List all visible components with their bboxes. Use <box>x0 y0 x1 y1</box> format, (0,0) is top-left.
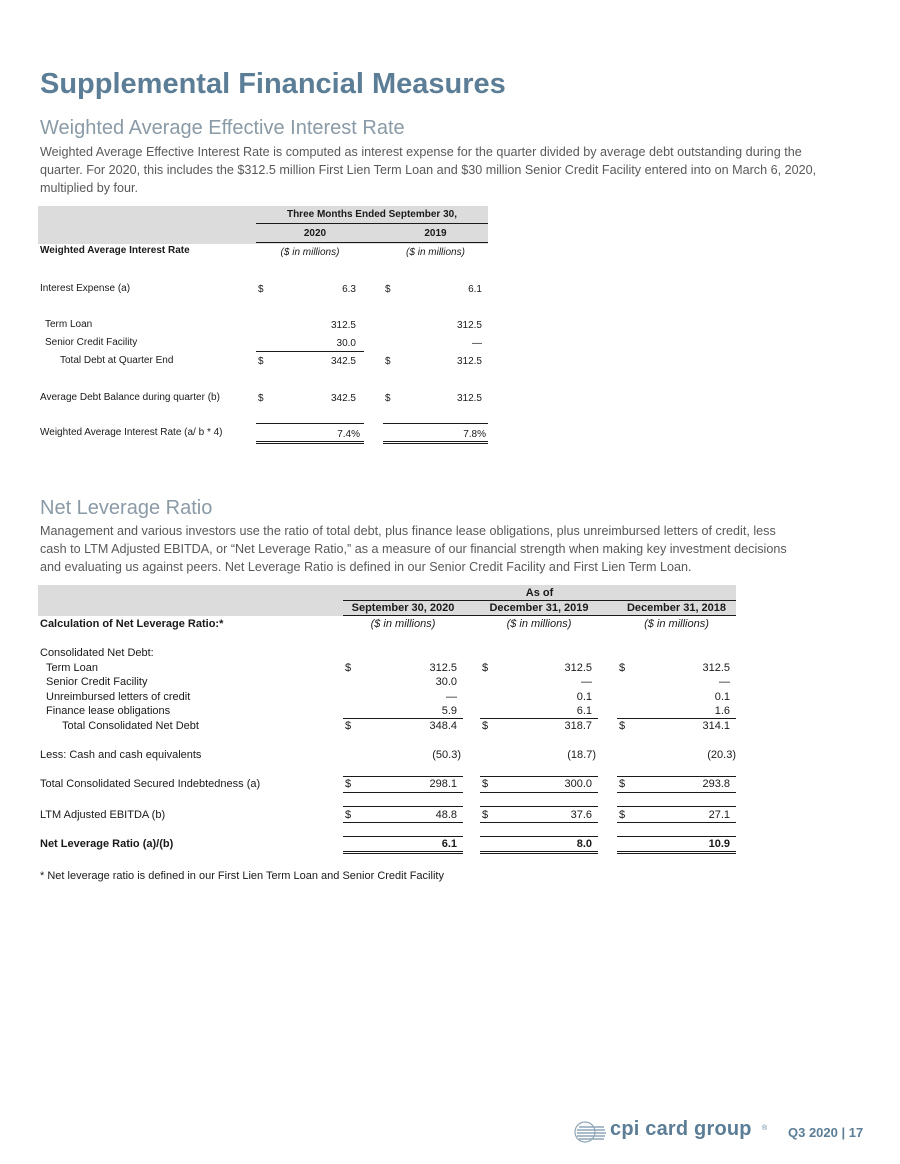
table-cell: 312.5 <box>456 393 482 404</box>
divider <box>256 423 364 424</box>
table-cell: 298.1 <box>429 778 457 790</box>
row-label: Term Loan <box>45 319 93 330</box>
divider <box>480 792 598 793</box>
paragraph-line: cash to LTM Adjusted EBITDA, or “Net Leverage Ratio,” as a measure of our financial strength when making key investment decisions <box>40 542 787 556</box>
table-cell: (20.3) <box>707 749 736 761</box>
row-label: Total Consolidated Net Debt <box>62 720 199 732</box>
card-logo-icon <box>574 1121 608 1143</box>
dollar-sign: $ <box>619 720 626 732</box>
row-label: Less: Cash and cash equivalents <box>40 749 202 761</box>
table-cell: 48.8 <box>435 809 457 821</box>
dollar-sign: $ <box>345 662 352 674</box>
table-cell: 5.9 <box>441 705 457 717</box>
paragraph-line: Weighted Average Effective Interest Rate is computed as interest expense for the quarter divided by average debt outstanding during the <box>40 145 802 159</box>
table-cell: 7.4% <box>337 429 360 440</box>
table-cell: 312.5 <box>702 662 730 674</box>
table-cell: 10.9 <box>708 838 730 850</box>
period-header: Three Months Ended September 30, <box>286 209 458 220</box>
dollar-sign: $ <box>385 356 391 367</box>
paragraph-line: quarter. For 2020, this includes the $312.5 million First Lien Term Loan and $30 million Senior Credit Facility entered into on March 6, 2020, <box>40 163 817 177</box>
divider <box>480 718 598 719</box>
units-2019: ($ in millions) <box>406 247 465 258</box>
divider <box>480 836 598 837</box>
divider <box>343 718 463 719</box>
divider <box>617 836 736 837</box>
units-col3: ($ in millions) <box>644 618 709 630</box>
paragraph-line: and evaluating us against peers. Net Leverage Ratio is defined in our Senior Credit Facility and First Lien Term Loan. <box>40 560 692 574</box>
table-cell: 293.8 <box>702 778 730 790</box>
divider <box>343 806 463 807</box>
brand-name: cpi card group <box>610 1118 752 1140</box>
page-label: Q3 2020 | 17 <box>788 1125 864 1140</box>
dollar-sign: $ <box>385 393 391 404</box>
divider <box>617 776 736 777</box>
column-header-dec-2019: December 31, 2019 <box>489 602 589 614</box>
double-underline <box>343 851 463 854</box>
section-heading-interest-rate: Weighted Average Effective Interest Rate <box>40 117 405 139</box>
consolidated-net-debt-label: Consolidated Net Debt: <box>40 647 154 659</box>
dollar-sign: $ <box>345 720 352 732</box>
row-label: Total Consolidated Secured Indebtedness (a) <box>40 778 261 790</box>
table-cell: 30.0 <box>336 338 356 349</box>
divider <box>256 351 364 352</box>
table-cell: — <box>581 676 592 688</box>
table-cell: 312.5 <box>564 662 592 674</box>
dollar-sign: $ <box>619 809 626 821</box>
divider <box>383 423 488 424</box>
dollar-sign: $ <box>258 284 264 295</box>
dollar-sign: $ <box>258 393 264 404</box>
units-2020: ($ in millions) <box>280 247 340 258</box>
column-header-dec-2018: December 31, 2018 <box>626 602 727 614</box>
table-cell: 342.5 <box>330 393 356 404</box>
footnote: * Net leverage ratio is defined in our First Lien Term Loan and Senior Credit Facility <box>40 870 444 882</box>
section-paragraph-interest-rate <box>40 143 870 197</box>
divider <box>343 836 463 837</box>
table-cell: 0.1 <box>714 691 730 703</box>
dollar-sign: $ <box>345 778 352 790</box>
table-cell: 1.6 <box>714 705 730 717</box>
dollar-sign: $ <box>482 720 489 732</box>
table-cell: 37.6 <box>570 809 592 821</box>
divider <box>617 792 736 793</box>
section-heading-net-leverage: Net Leverage Ratio <box>40 497 213 519</box>
table-cell: 312.5 <box>456 320 482 331</box>
as-of-header: As of <box>525 587 554 599</box>
table-cell: 312.5 <box>456 356 482 367</box>
section-paragraph-net-leverage <box>40 522 870 576</box>
dollar-sign: $ <box>619 778 626 790</box>
divider <box>343 776 463 777</box>
divider <box>256 242 488 243</box>
divider <box>343 822 463 823</box>
dollar-sign: $ <box>482 662 489 674</box>
table-cell: — <box>719 676 730 688</box>
table-cell: 312.5 <box>429 662 457 674</box>
registered-mark: ® <box>762 1125 768 1132</box>
column-header-2020: 2020 <box>303 228 327 239</box>
table-cell: 6.1 <box>468 284 482 295</box>
dollar-sign: $ <box>482 778 489 790</box>
divider <box>343 792 463 793</box>
table-cell: 27.1 <box>708 809 730 821</box>
units-col1: ($ in millions) <box>370 618 436 630</box>
row-label: Average Debt Balance during quarter (b) <box>40 392 220 403</box>
table-cell: 318.7 <box>564 720 592 732</box>
table-cell: 314.1 <box>702 720 730 732</box>
table-cell: 0.1 <box>576 691 592 703</box>
row-label: Total Debt at Quarter End <box>60 355 174 366</box>
table-cell: 300.0 <box>564 778 592 790</box>
row-label: Senior Credit Facility <box>45 337 138 348</box>
row-header: Calculation of Net Leverage Ratio:* <box>40 618 224 630</box>
dollar-sign: $ <box>258 356 264 367</box>
dollar-sign: $ <box>482 809 489 821</box>
table-cell: (18.7) <box>567 749 596 761</box>
units-col2: ($ in millions) <box>506 618 572 630</box>
row-label: Weighted Average Interest Rate (a/ b * 4) <box>40 427 223 438</box>
divider <box>617 822 736 823</box>
row-header: Weighted Average Interest Rate <box>40 245 190 256</box>
page-title: Supplemental Financial Measures <box>40 68 506 100</box>
paragraph-line: Management and various investors use the ratio of total debt, plus finance lease obligations, plus unreimbursed letters of credit, less <box>40 524 776 538</box>
double-underline <box>617 851 736 854</box>
divider <box>617 718 736 719</box>
row-label: Unreimbursed letters of credit <box>46 691 191 703</box>
divider <box>617 806 736 807</box>
divider <box>343 615 736 616</box>
double-underline <box>480 851 598 854</box>
dollar-sign: $ <box>385 284 391 295</box>
divider <box>480 822 598 823</box>
table-cell: (50.3) <box>432 749 461 761</box>
table-cell: 312.5 <box>330 320 356 331</box>
row-label: Interest Expense (a) <box>40 283 131 294</box>
dollar-sign: $ <box>345 809 352 821</box>
divider <box>480 806 598 807</box>
column-header-2019: 2019 <box>424 228 447 239</box>
table-cell: 6.1 <box>576 705 592 717</box>
table-cell: — <box>472 338 482 349</box>
row-label: LTM Adjusted EBITDA (b) <box>40 809 166 821</box>
row-label: Term Loan <box>46 662 98 674</box>
divider <box>480 776 598 777</box>
table-cell: 30.0 <box>435 676 457 688</box>
double-underline <box>383 441 488 444</box>
row-label: Senior Credit Facility <box>46 676 148 688</box>
dollar-sign: $ <box>619 662 626 674</box>
table-cell: 6.1 <box>441 838 457 850</box>
table-cell: — <box>446 691 457 703</box>
double-underline <box>256 441 364 444</box>
column-header-sep-2020: September 30, 2020 <box>351 602 455 614</box>
table-cell: 8.0 <box>576 838 592 850</box>
table-cell: 7.8% <box>463 429 486 440</box>
divider <box>343 600 736 601</box>
table-cell: 6.3 <box>342 284 356 295</box>
row-label: Finance lease obligations <box>46 705 171 717</box>
table-cell: 342.5 <box>330 356 356 367</box>
table-cell: 348.4 <box>429 720 457 732</box>
paragraph-line: multiplied by four. <box>40 181 139 195</box>
row-label: Net Leverage Ratio (a)/(b) <box>40 838 174 850</box>
divider <box>256 223 488 224</box>
